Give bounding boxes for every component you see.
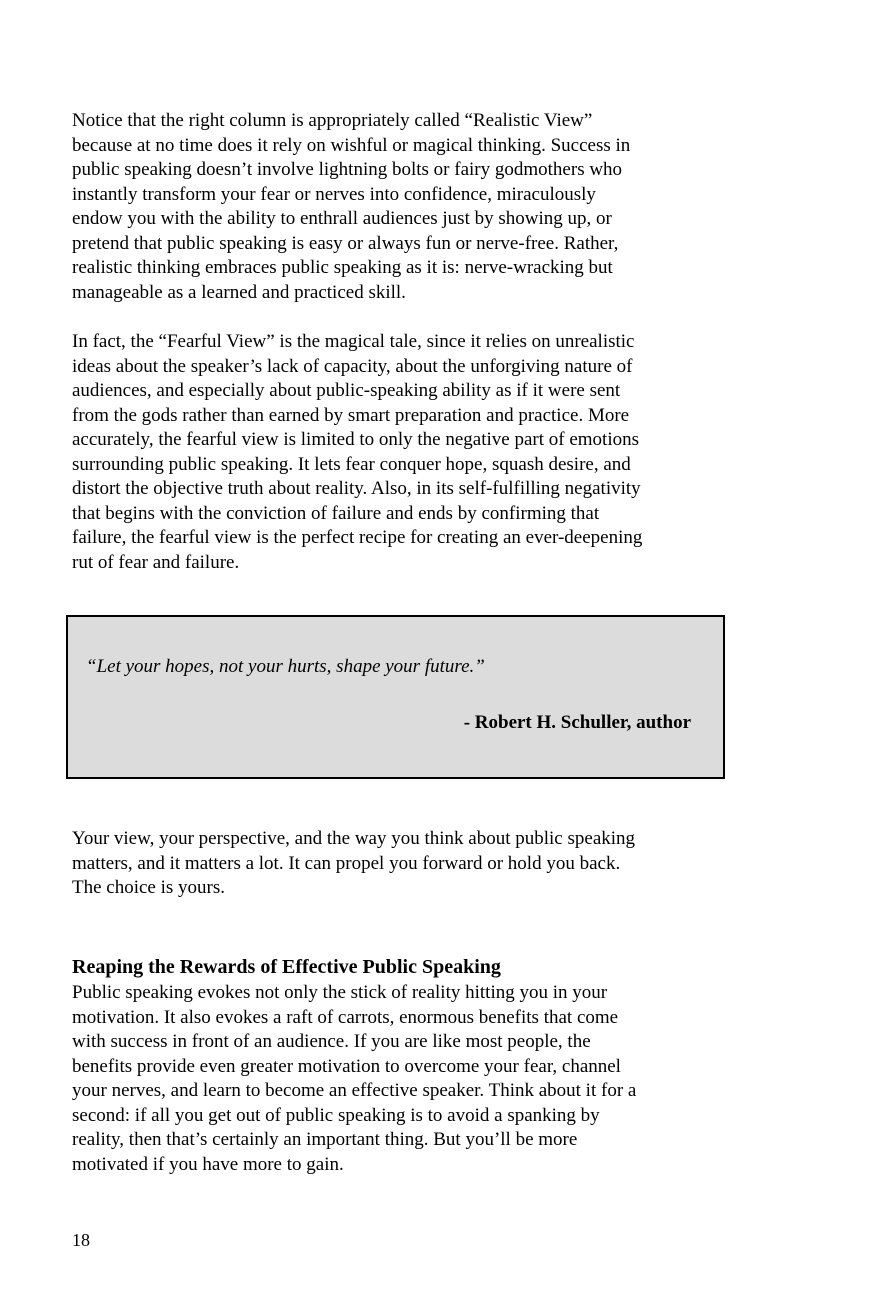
quote-attribution: - Robert H. Schuller, author [463, 712, 691, 733]
quote-box [66, 615, 725, 779]
body-paragraph-your-view: Your view, your perspective, and the way you think about public speaking matters, and it matters a lot. It can propel you forward or hold you back. The choice is yours. [72, 828, 636, 898]
body-paragraph-realistic-view: Notice that the right column is appropriately called “Realistic View” because at no time does it rely on wishful or magical thinking. Success in public speaking doesn’t involve lightning bolts or fairy godmothers who instantly transform your fear or nerves into confidence, miraculously endow you with the ability to enthrall audiences just by showing up, or pretend that public speaking is easy or always fun or nerve-free. Rather, realistic thinking embraces public speaking as it is: nerve-wracking but manageable as a learned and practiced skill. [72, 110, 631, 303]
quote-text: “Let your hopes, not your hurts, shape your future.” [86, 656, 485, 677]
page-number: 18 [72, 1230, 90, 1250]
section-heading: Reaping the Rewards of Effective Public Speaking [72, 956, 501, 978]
body-paragraph-fearful-view: In fact, the “Fearful View” is the magical tale, since it relies on unrealistic ideas about the speaker’s lack of capacity, about the unforgiving nature of audiences, and especially about public-speaking ability as if it were sent from the gods rather than earned by smart preparation and practice. More accurately, the fearful view is limited to only the negative part of emotions surrounding public speaking. It lets fear conquer hope, squash desire, and distort the objective truth about reality. Also, in its self-fulfilling negativity that begins with the conviction of failure and ends by confirming that failure, the fearful view is the perfect recipe for creating an ever-deepening rut of fear and failure. [72, 331, 643, 573]
body-paragraph-rewards: Public speaking evokes not only the stick of reality hitting you in your motivation. It also evokes a raft of carrots, enormous benefits that come with success in front of an audience. If you are like most people, the benefits provide even greater motivation to overcome your fear, channel your nerves, and learn to become an effective speaker. Think about it for a second: if all you get out of public speaking is to avoid a spanking by reality, then that’s certainly an important thing. But you’ll be more motivated if you have more to gain. [72, 982, 637, 1175]
